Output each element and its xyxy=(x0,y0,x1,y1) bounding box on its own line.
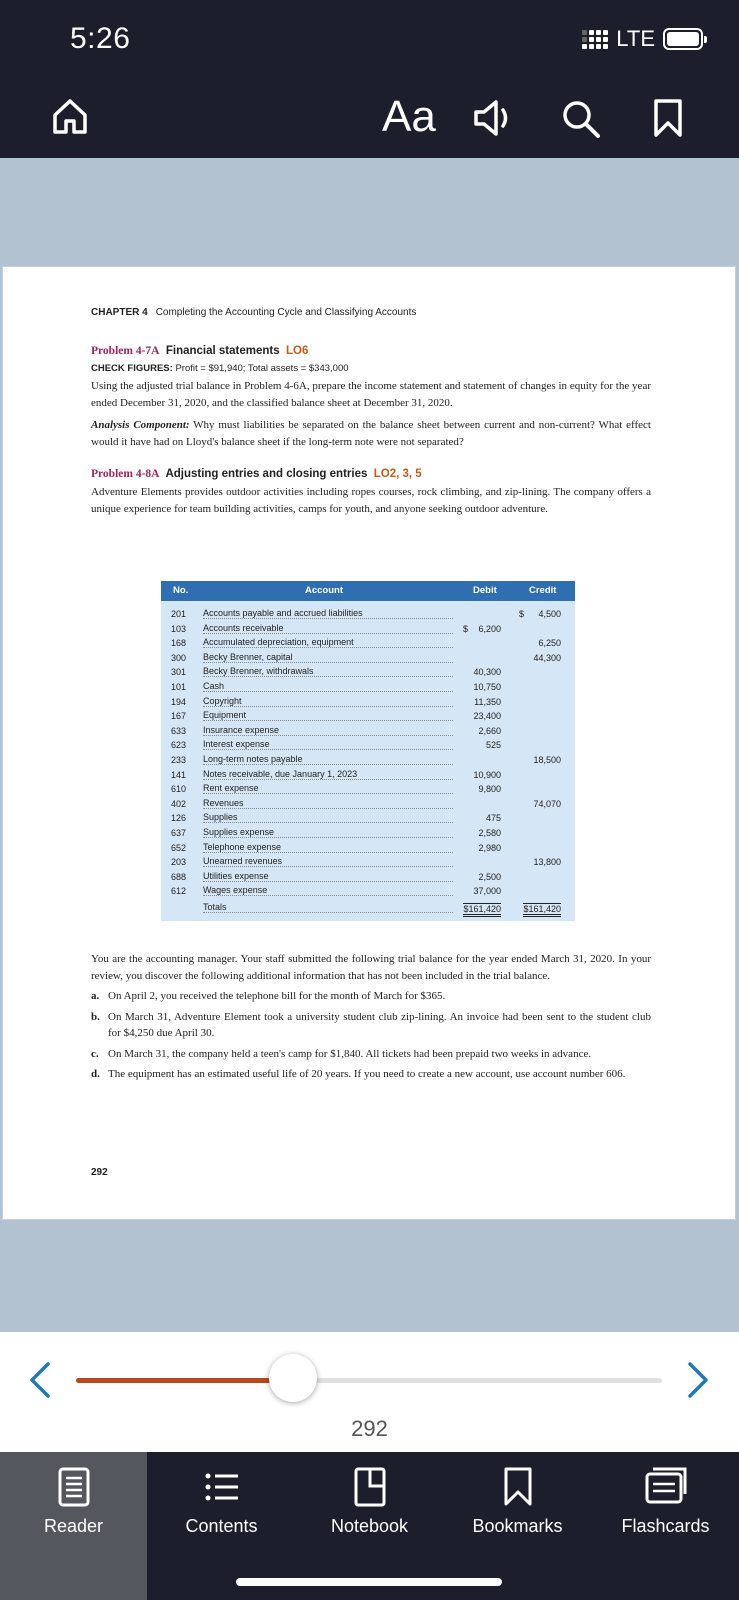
credit-cell: 18,500 xyxy=(533,755,561,765)
search-icon[interactable] xyxy=(560,98,602,145)
account-name: Cash xyxy=(203,682,453,692)
table-row xyxy=(161,726,575,741)
debit-cell: 525 xyxy=(485,740,501,751)
debit-cell: 2,580 xyxy=(478,828,501,838)
totals-label: Totals xyxy=(203,903,453,913)
table-row xyxy=(161,843,575,858)
tab-bookmarks[interactable]: Bookmarks xyxy=(444,1452,591,1600)
network-label: LTE xyxy=(616,26,655,51)
table-row xyxy=(161,784,575,799)
book-page[interactable] xyxy=(2,266,736,1220)
account-name: Interest expense xyxy=(203,740,453,750)
account-number: 233 xyxy=(171,755,187,765)
problem-4-7a-body: Using the adjusted trial balance in Problem 4-6A, prepare the income statement and statement of changes in equity for the year ended December 31, 2020, and the classified balance sheet at December 31, 2020. xyxy=(91,380,651,409)
total-debit: $161,420 xyxy=(463,903,501,917)
account-name: Telephone expense xyxy=(203,843,453,853)
account-name: Copyright xyxy=(203,697,453,707)
account-name: Becky Brenner, withdrawals xyxy=(203,667,453,677)
debit-cell: 2,660 xyxy=(478,725,501,736)
reader-controls xyxy=(0,1332,739,1454)
account-name: Insurance expense xyxy=(203,726,453,736)
home-icon[interactable] xyxy=(50,96,90,141)
table-row xyxy=(161,638,575,653)
tab-flashcards[interactable]: Flashcards xyxy=(592,1452,739,1600)
account-name: Supplies xyxy=(203,813,453,823)
account-number: 201 xyxy=(171,609,187,619)
table-row xyxy=(161,799,575,814)
table-row xyxy=(161,770,575,785)
account-number: 688 xyxy=(171,871,187,882)
problem-4-8a-body: Adventure Elements provides outdoor activities including ropes courses, rock climbing, and zip-lining. The company offers a unique experience for team building activities, camps for youth, and anyone seeking outdoor adventure. xyxy=(91,486,651,515)
table-row xyxy=(161,857,575,872)
account-name: Accumulated depreciation, equipment xyxy=(203,638,453,648)
notebook-icon xyxy=(296,1466,443,1508)
account-number: 101 xyxy=(171,682,187,692)
credit-cell: 44,300 xyxy=(533,652,561,663)
table-row xyxy=(161,682,575,697)
flashcards-icon xyxy=(592,1466,739,1508)
table-row xyxy=(161,609,575,624)
account-number: 612 xyxy=(171,886,187,897)
account-name: Revenues xyxy=(203,799,453,809)
next-page-icon[interactable] xyxy=(684,1360,712,1405)
bookmark-icon[interactable] xyxy=(652,98,684,143)
account-number: 126 xyxy=(171,813,187,824)
account-number: 168 xyxy=(171,638,187,649)
home-indicator[interactable] xyxy=(236,1578,502,1586)
account-number: 623 xyxy=(171,740,187,751)
table-row xyxy=(161,697,575,712)
debit-cell: 6,200 xyxy=(478,623,501,634)
debit-cell: 37,000 xyxy=(473,886,501,897)
account-number: 633 xyxy=(171,725,187,736)
account-name: Long-term notes payable xyxy=(203,755,453,765)
account-name: Equipment xyxy=(203,711,453,721)
tab-notebook[interactable]: Notebook xyxy=(296,1452,443,1600)
account-name: Unearned revenues xyxy=(203,857,453,867)
debit-cell: 23,400 xyxy=(473,711,501,722)
debit-cell: 2,500 xyxy=(478,871,501,882)
table-row xyxy=(161,886,575,901)
debit-cell: 2,980 xyxy=(478,842,501,853)
table-row xyxy=(161,813,575,828)
credit-cell: 6,250 xyxy=(538,638,561,649)
account-number: 141 xyxy=(171,769,187,780)
list-item: a. On April 2, you received the telephone bill for the month of March for $365. xyxy=(91,990,446,1002)
credit-cell: 13,800 xyxy=(533,857,561,868)
account-number: 300 xyxy=(171,652,187,663)
table-row xyxy=(161,872,575,887)
debit-cell: 10,900 xyxy=(473,769,501,780)
account-name: Accounts payable and accrued liabilities xyxy=(203,609,453,619)
table-row xyxy=(161,740,575,755)
list-item: c. On March 31, the company held a teen's camp for $1,840. All tickets had been prepaid two weeks in advance. xyxy=(91,1047,592,1060)
account-name: Wages expense xyxy=(203,886,453,896)
debit-cell: 40,300 xyxy=(473,667,501,678)
account-number: 203 xyxy=(171,857,187,868)
check-figures: CHECK FIGURES: Profit = $91,940; Total assets = $343,000 xyxy=(91,363,349,374)
page-indicator: 292 xyxy=(351,1416,388,1441)
chapter-title: Completing the Accounting Cycle and Classifying Accounts xyxy=(155,307,417,318)
chapter-header xyxy=(91,307,416,318)
account-number: 652 xyxy=(171,842,187,853)
list-item: b. On March 31, Adventure Element took a university student club zip-lining. An invoice had been sent to the student club for $4,250 due April 30. xyxy=(91,1010,651,1039)
tab-contents[interactable]: Contents xyxy=(148,1452,295,1600)
problem-4-7a-title: Problem 4-7A Financial statements LO6 xyxy=(91,345,309,357)
account-number: 103 xyxy=(171,623,187,634)
signal-icon xyxy=(582,30,608,49)
contents-icon xyxy=(148,1466,295,1508)
total-credit: $161,420 xyxy=(523,903,561,917)
dollar-sign: $ xyxy=(519,609,525,619)
status-indicators xyxy=(582,26,703,52)
problem-section xyxy=(91,345,651,517)
problem-4-8a-title: Problem 4-8A Adjusting entries and closing entries LO2, 3, 5 xyxy=(91,468,422,480)
table-row xyxy=(161,711,575,726)
account-name: Rent expense xyxy=(203,784,453,794)
page-slider[interactable] xyxy=(76,1378,662,1383)
credit-cell: 4,500 xyxy=(538,609,561,619)
table-row xyxy=(161,755,575,770)
debit-cell: 11,350 xyxy=(474,696,501,707)
account-number: 637 xyxy=(171,828,187,838)
analysis-component: Analysis Component: Why must liabilities be separated on the balance sheet between current and non-current? What effect would it have had on Lloyd's balance sheet if the long-term note were not separated? xyxy=(91,419,651,448)
reader-icon xyxy=(0,1466,147,1508)
dollar-sign: $ xyxy=(463,623,469,634)
font-settings-button[interactable]: Aa xyxy=(382,92,436,141)
table-header: No. Account Debit Credit xyxy=(161,581,575,601)
battery-icon xyxy=(663,28,703,50)
account-name: Accounts receivable xyxy=(203,624,453,634)
account-name: Notes receivable, due January 1, 2023 xyxy=(203,770,453,780)
status-time: 5:26 xyxy=(70,22,131,55)
table-row xyxy=(161,828,575,843)
account-number: 194 xyxy=(171,696,187,707)
account-name: Supplies expense xyxy=(203,828,453,838)
account-number: 610 xyxy=(171,784,187,795)
account-number: 402 xyxy=(171,798,187,809)
speaker-icon[interactable] xyxy=(472,98,518,143)
instructions-text: You are the accounting manager. Your staff submitted the following trial balance for the year ended March 31, 2020. In your review, you discover the following additional information that has not been included in the trial balance. xyxy=(91,953,651,982)
bookmarks-icon xyxy=(444,1466,591,1508)
debit-cell: 10,750 xyxy=(473,682,501,692)
trial-balance-table xyxy=(161,581,575,921)
debit-cell: 475 xyxy=(485,813,501,824)
debit-cell: 9,800 xyxy=(478,784,501,795)
chapter-label: CHAPTER 4 xyxy=(91,307,148,318)
account-name: Becky Brenner, capital xyxy=(203,653,453,663)
account-number: 167 xyxy=(171,711,187,722)
instructions-section xyxy=(91,951,651,1083)
list-item: d. The equipment has an estimated useful life of 20 years. If you need to create a new account, use account number 606. xyxy=(91,1068,626,1080)
table-row xyxy=(161,653,575,668)
printed-page-number: 292 xyxy=(91,1167,108,1178)
page-slider-progress xyxy=(76,1378,293,1383)
totals-row xyxy=(161,903,575,918)
table-row xyxy=(161,624,575,639)
account-name: Utilities expense xyxy=(203,872,453,882)
table-row xyxy=(161,667,575,682)
credit-cell: 74,070 xyxy=(533,798,561,809)
account-number: 301 xyxy=(171,667,187,678)
page-slider-thumb[interactable] xyxy=(269,1354,317,1402)
tab-reader[interactable]: Reader xyxy=(0,1452,147,1600)
previous-page-icon[interactable] xyxy=(26,1360,54,1405)
top-bar xyxy=(0,0,739,158)
